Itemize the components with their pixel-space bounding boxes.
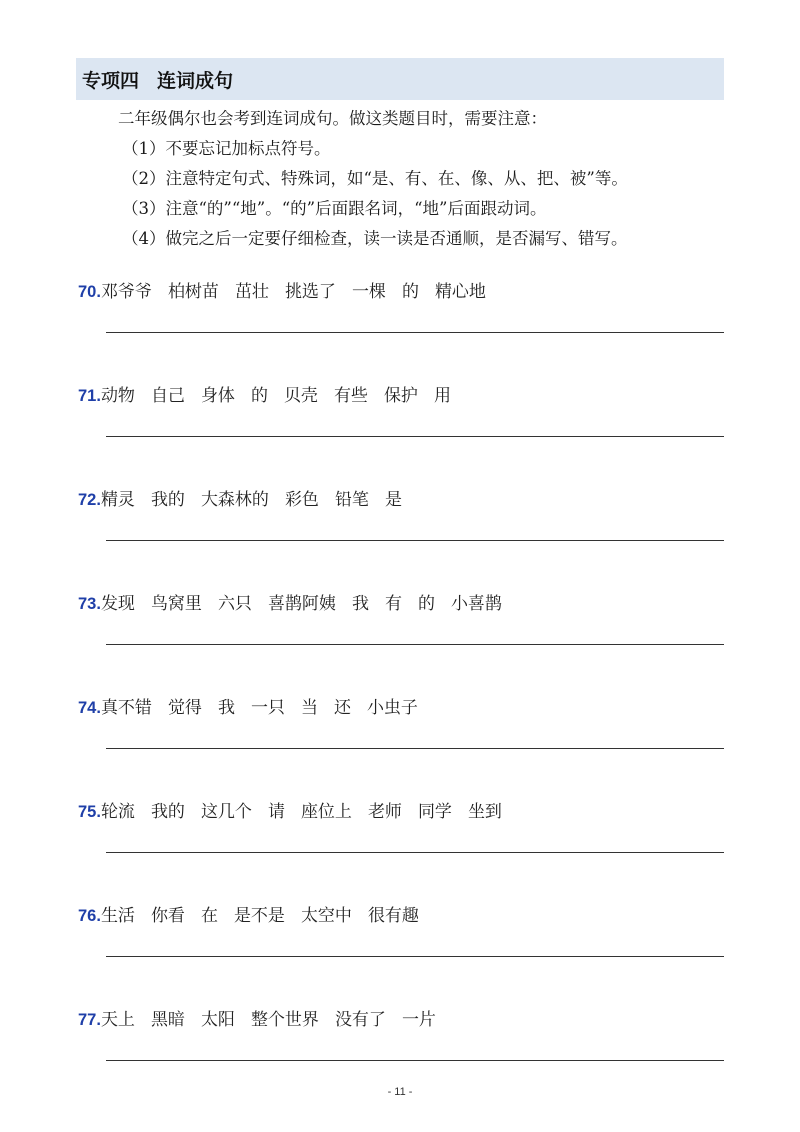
word-chip: 是不是	[233, 906, 285, 926]
word-chip: 我的	[150, 802, 185, 822]
page-number: - 11 -	[387, 1086, 413, 1098]
answer-line[interactable]	[106, 1060, 724, 1061]
question-words	[78, 488, 418, 512]
word-chip: 轮流	[100, 802, 135, 822]
word-chip: 天上	[100, 1010, 135, 1030]
word-chip: 一棵	[351, 282, 386, 302]
answer-line[interactable]	[106, 436, 724, 437]
word-chip: 同学	[417, 802, 452, 822]
word-chip: 坐到	[467, 802, 502, 822]
instructions-intro: 二年级偶尔也会考到连词成句。做这类题目时，需要注意：	[118, 109, 547, 128]
word-chip: 的	[401, 282, 419, 302]
word-chip: 小虫子	[366, 698, 418, 718]
question-number: 76.	[78, 907, 101, 925]
word-chip: 保护	[383, 386, 418, 406]
word-chip: 茁壮	[234, 282, 269, 302]
word-chip: 邓爷爷	[100, 282, 152, 302]
question-words	[78, 696, 434, 720]
word-chip: 当	[300, 698, 318, 718]
word-chip: 真不错	[100, 698, 152, 718]
question-words	[78, 904, 435, 928]
word-chip: 柏树苗	[167, 282, 219, 302]
section-title: 连词成句	[157, 69, 234, 92]
word-chip: 太阳	[200, 1010, 235, 1030]
question-number: 70.	[78, 283, 101, 301]
question-number: 77.	[78, 1011, 101, 1029]
question-item	[78, 384, 724, 488]
word-chip: 铅笔	[334, 490, 369, 510]
question-number: 71.	[78, 387, 101, 405]
word-chip: 在	[200, 906, 218, 926]
word-chip: 是	[384, 490, 402, 510]
instructions	[118, 104, 738, 254]
word-chip: 动物	[100, 386, 135, 406]
word-chip: 彩色	[284, 490, 319, 510]
word-chip: 的	[250, 386, 268, 406]
word-chip: 贝壳	[283, 386, 318, 406]
answer-line[interactable]	[106, 540, 724, 541]
question-number: 75.	[78, 803, 101, 821]
word-chip: 小喜鹊	[450, 594, 502, 614]
word-chip: 用	[433, 386, 451, 406]
section-label: 专项四	[82, 69, 140, 92]
word-chip: 鸟窝里	[150, 594, 202, 614]
question-item	[78, 800, 724, 904]
word-chip: 还	[333, 698, 351, 718]
word-chip: 喜鹊阿姨	[267, 594, 336, 614]
instruction-item-4: （4）做完之后一定要仔细检查，读一读是否通顺，是否漏写、错写。	[122, 229, 628, 248]
question-words	[78, 800, 518, 824]
word-chip: 我	[217, 698, 235, 718]
question-words	[78, 1008, 452, 1032]
instruction-item-2: （2）注意特定句式、特殊词，如“是、有、在、像、从、把、被”等。	[122, 169, 628, 188]
question-item	[78, 592, 724, 696]
word-chip: 六只	[217, 594, 252, 614]
word-chip: 发现	[100, 594, 135, 614]
question-item	[78, 904, 724, 1008]
word-chip: 老师	[367, 802, 402, 822]
word-chip: 身体	[200, 386, 235, 406]
word-chip: 请	[267, 802, 285, 822]
word-chip: 太空中	[300, 906, 352, 926]
word-chip: 我	[351, 594, 369, 614]
question-words	[78, 592, 518, 616]
question-words	[78, 280, 502, 304]
word-chip: 有些	[333, 386, 368, 406]
instruction-item-3: （3）注意“的”“地”。“的”后面跟名词，“地”后面跟动词。	[122, 199, 547, 218]
word-chip: 觉得	[167, 698, 202, 718]
question-item	[78, 488, 724, 592]
question-words	[78, 384, 467, 408]
word-chip: 的	[417, 594, 435, 614]
word-chip: 我的	[150, 490, 185, 510]
word-chip: 你看	[150, 906, 185, 926]
word-chip: 生活	[100, 906, 135, 926]
word-chip: 这几个	[200, 802, 252, 822]
question-item	[78, 696, 724, 800]
word-chip: 精灵	[100, 490, 135, 510]
question-number: 72.	[78, 491, 101, 509]
word-chip: 黑暗	[150, 1010, 185, 1030]
word-chip: 座位上	[300, 802, 352, 822]
instruction-item-1: （1）不要忘记加标点符号。	[122, 139, 331, 158]
word-chip: 一片	[401, 1010, 436, 1030]
answer-line[interactable]	[106, 748, 724, 749]
answer-line[interactable]	[106, 852, 724, 853]
word-chip: 整个世界	[250, 1010, 319, 1030]
question-number: 74.	[78, 699, 101, 717]
word-chip: 没有了	[334, 1010, 386, 1030]
word-chip: 有	[384, 594, 402, 614]
word-chip: 挑选了	[284, 282, 336, 302]
word-chip: 自己	[150, 386, 185, 406]
word-chip: 很有趣	[367, 906, 419, 926]
question-item	[78, 280, 724, 384]
answer-line[interactable]	[106, 644, 724, 645]
word-chip: 大森林的	[200, 490, 269, 510]
answer-line[interactable]	[106, 956, 724, 957]
answer-line[interactable]	[106, 332, 724, 333]
section-header	[76, 58, 724, 100]
word-chip: 一只	[250, 698, 285, 718]
question-number: 73.	[78, 595, 101, 613]
word-chip: 精心地	[434, 282, 486, 302]
